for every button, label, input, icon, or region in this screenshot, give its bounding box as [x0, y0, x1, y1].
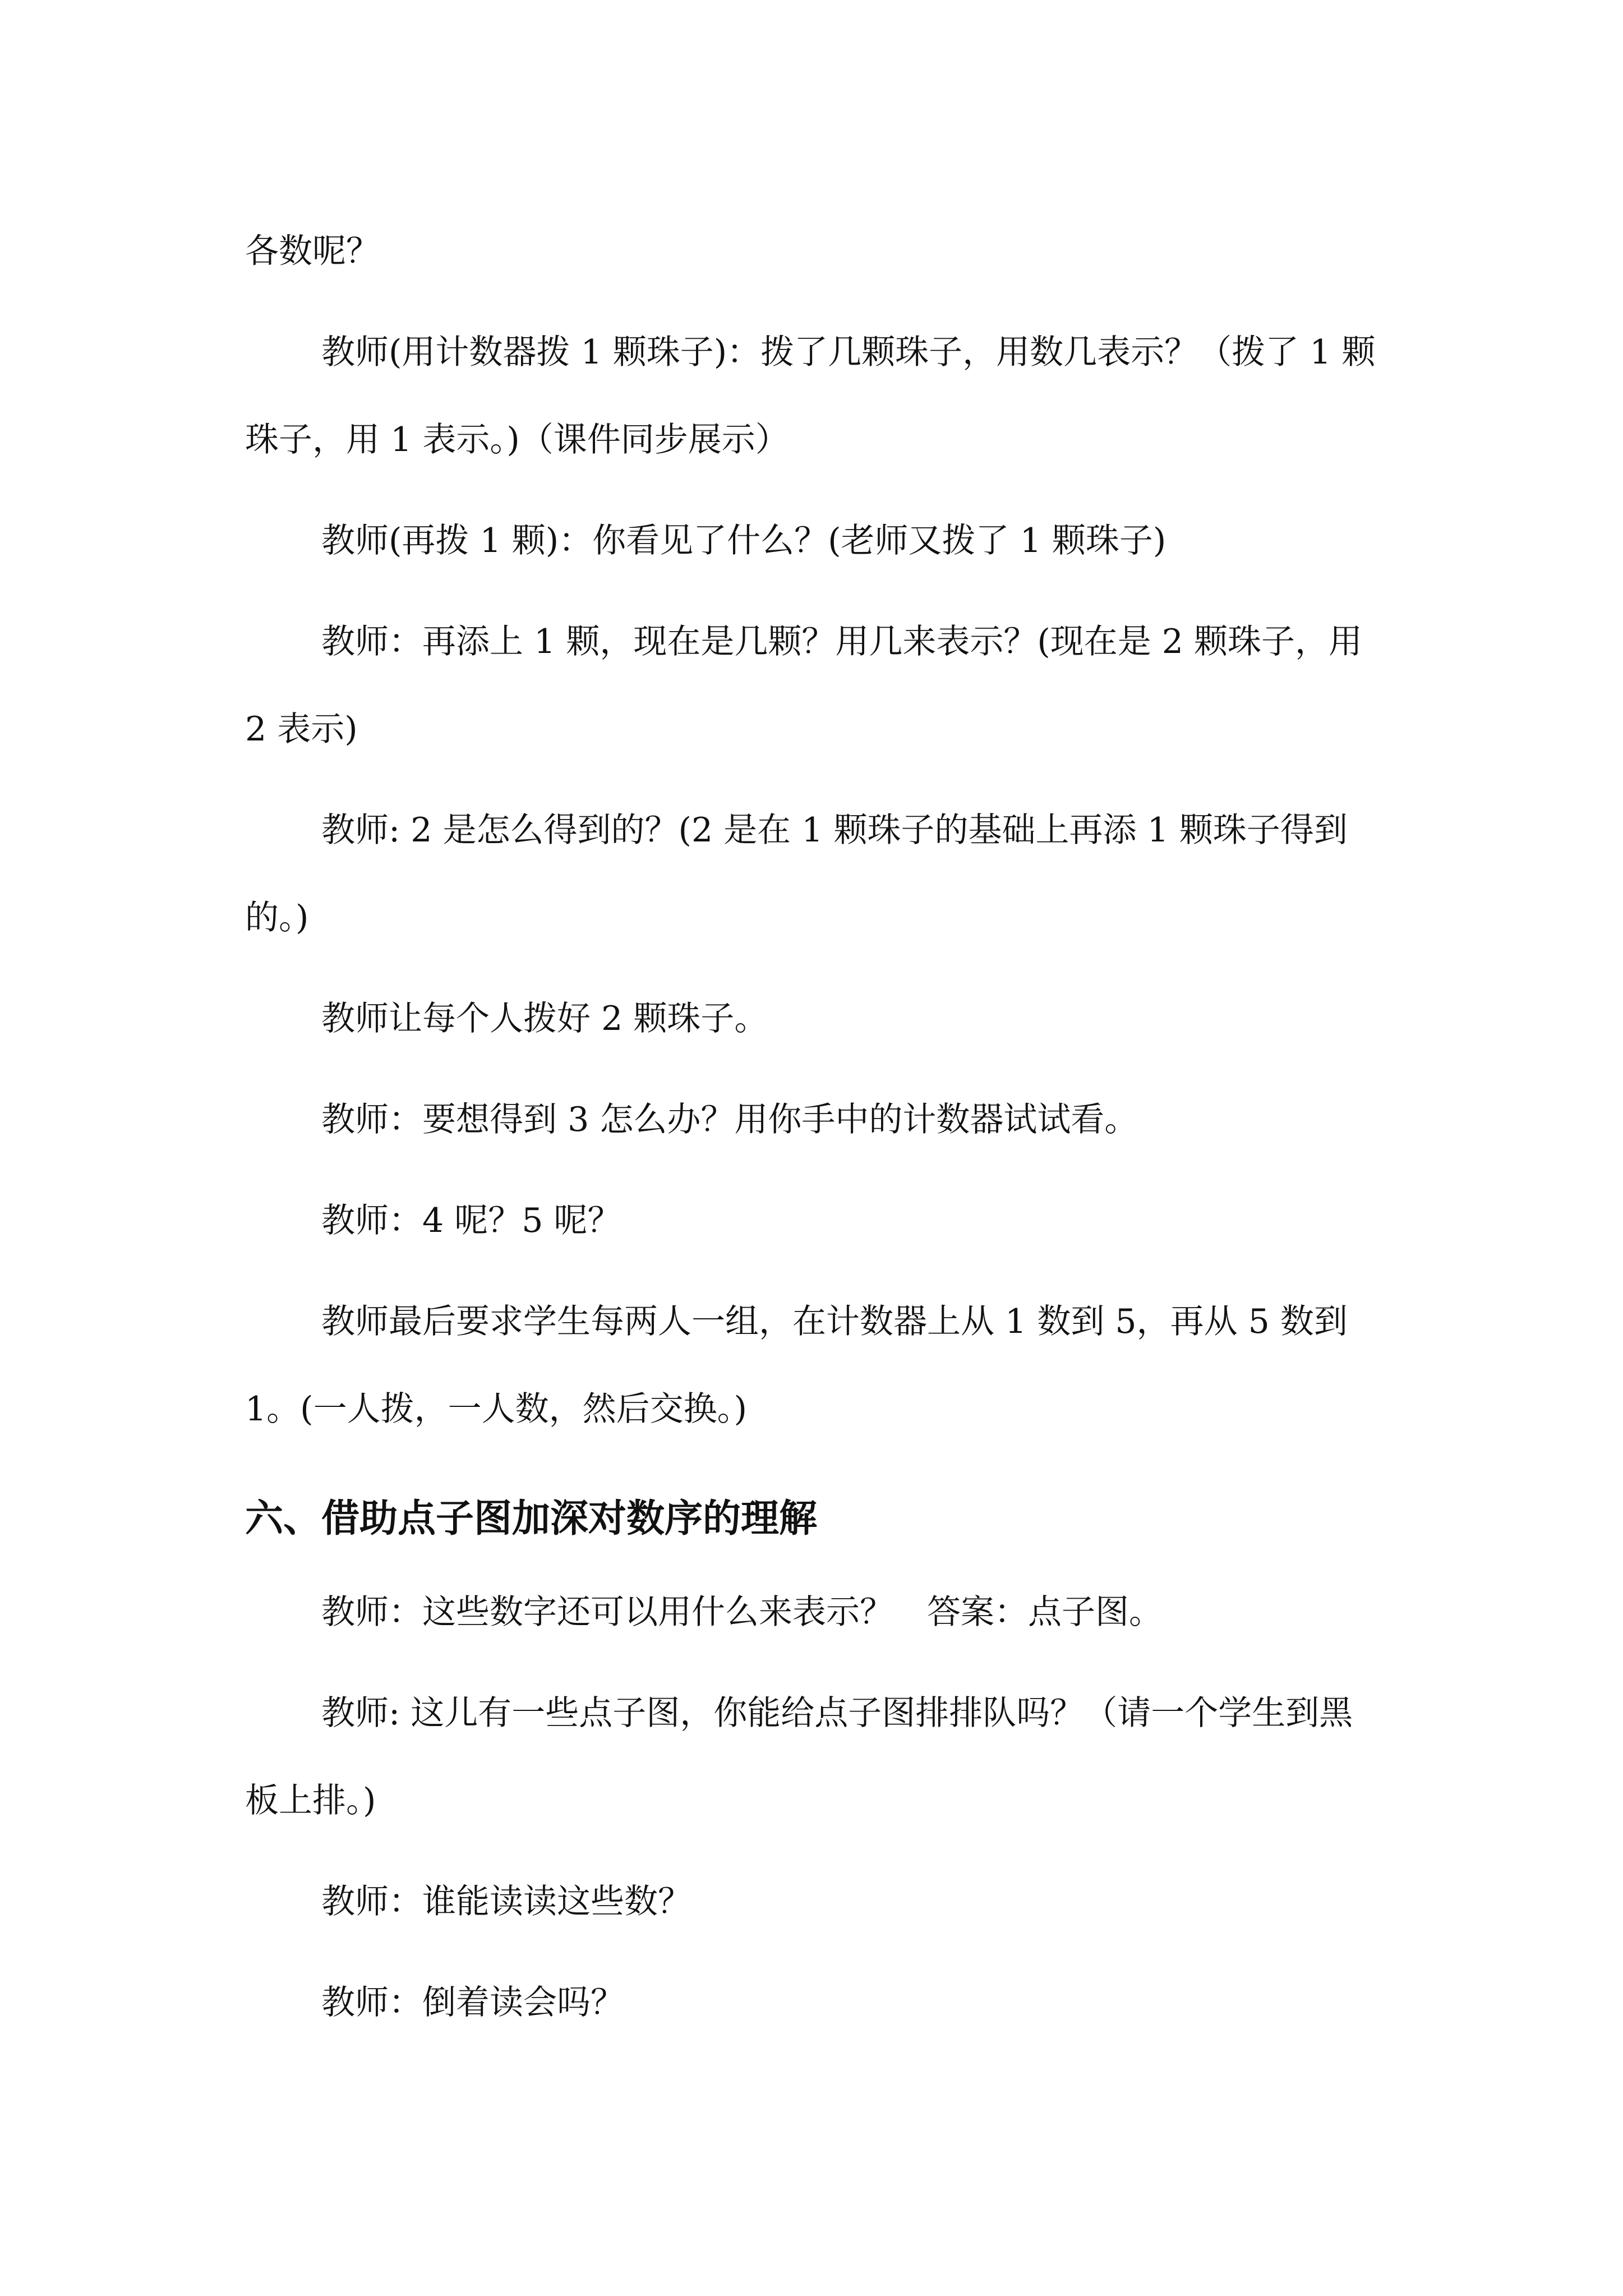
- paragraph: 教师最后要求学生每两人一组，在计数器上从 1 数到 5，再从 5 数到 1。(一人拨，一人数，然后交换。): [245, 1302, 1348, 1429]
- paragraph: 教师：再添上 1 颗，现在是几颗？用几来表示？(现在是 2 颗珠子，用 2 表示): [245, 622, 1363, 749]
- paragraph: 教师让每个人拨好 2 颗珠子。: [321, 999, 768, 1038]
- paragraph: 教师：要想得到 3 怎么办？用你手中的计数器试试看。: [321, 1100, 1138, 1139]
- paragraph: 教师(用计数器拨 1 颗珠子)：拨了几颗珠子，用数几表示？（拨了 1 颗珠子，用 1 表示。)（课件同步展示）: [245, 333, 1376, 459]
- paragraph: 教师：4 呢？5 呢？: [321, 1201, 621, 1240]
- paragraph: 教师：这些数字还可以用什么来表示？ 答案：点子图。: [321, 1593, 1163, 1632]
- paragraph-continuation: 各数呢？: [245, 232, 380, 271]
- paragraph: 教师: 2 是怎么得到的？(2 是在 1 颗珠子的基础上再添 1 颗珠子得到的。): [245, 811, 1348, 937]
- paragraph: 教师(再拨 1 颗)：你看见了什么？(老师又拨了 1 颗珠子): [321, 521, 1166, 560]
- section-heading: 六、借助点子图加深对数序的理解: [245, 1497, 818, 1541]
- paragraph: 教师: 这儿有一些点子图，你能给点子图排排队吗？（请一个学生到黑板上排。): [245, 1694, 1353, 1820]
- document-body: [245, 208, 1384, 2046]
- paragraph: 教师：倒着读会吗？: [321, 1983, 624, 2022]
- paragraph: 教师：谁能读读这些数？: [321, 1882, 691, 1921]
